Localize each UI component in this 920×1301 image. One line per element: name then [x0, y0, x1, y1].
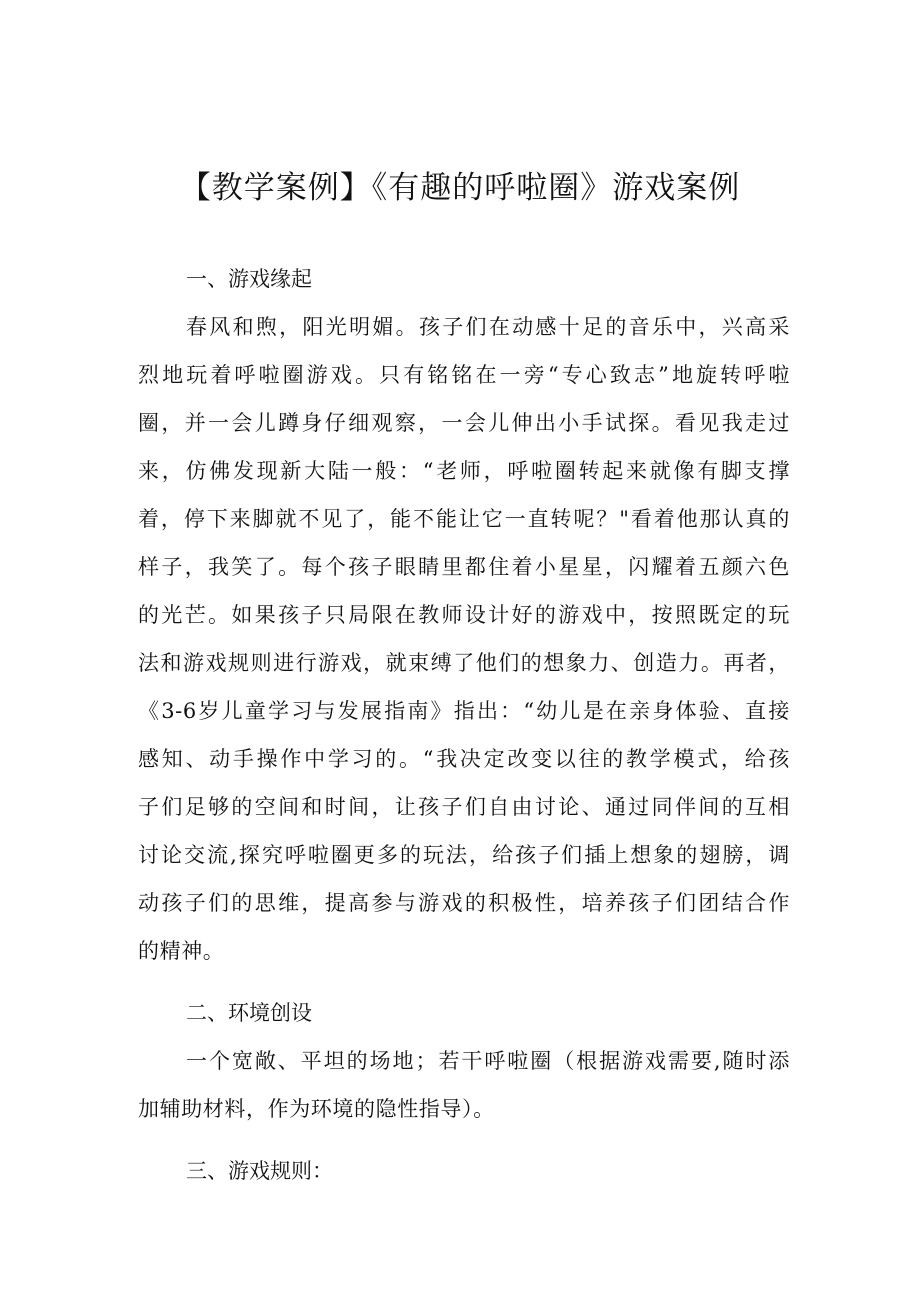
paragraph-environment	[138, 1044, 790, 1140]
paragraph-line: 来，仿佛发现新大陆一般：“老师，呼啦圈转起来就像有脚支撑	[138, 459, 790, 483]
paragraph-line: 烈地玩着呼啦圈游戏。只有铭铭在一旁“专心致志”地旋转呼啦	[138, 363, 790, 387]
section-heading-environment: 二、环境创设	[186, 1001, 312, 1025]
paragraph-line: 的精神。	[138, 939, 225, 963]
paragraph-line: 加辅助材料，作为环境的隐性指导）。	[138, 1097, 495, 1121]
paragraph-line: 的光芒。如果孩子只局限在教师设计好的游戏中，按照既定的玩	[138, 603, 790, 627]
paragraph-line: 春风和煦，阳光明媚。孩子们在动感十足的音乐中，兴高采	[186, 315, 790, 339]
document-body	[138, 262, 790, 1202]
document-title: 【教学案例】《有趣的呼啦圈》游戏案例	[179, 170, 741, 206]
paragraph-line: 圈，并一会儿蹲身仔细观察，一会儿伸出小手试探。看见我走过	[138, 411, 790, 435]
paragraph-line: 样子，我笑了。每个孩子眼睛里都住着小星星，闪耀着五颜六色	[138, 555, 790, 579]
paragraph-line: 《3-6岁儿童学习与发展指南》指出：“幼儿是在亲身体验、直接	[138, 699, 790, 723]
paragraph-line: 讨论交流,探究呼啦圈更多的玩法，给孩子们插上想象的翅膀，调	[138, 843, 790, 867]
paragraph-line: 着，停下来脚就不见了，能不能让它一直转呢？"看着他那认真的	[138, 507, 790, 531]
paragraph-line: 法和游戏规则进行游戏，就束缚了他们的想象力、创造力。再者，	[138, 651, 790, 675]
paragraph-line: 动孩子们的思维，提高参与游戏的积极性，培养孩子们团结合作	[138, 891, 790, 915]
section-heading-origin: 一、游戏缘起	[186, 267, 312, 291]
paragraph-line: 感知、动手操作中学习的。“我决定改变以往的教学模式，给孩	[138, 747, 790, 771]
paragraph-line: 子们足够的空间和时间，让孩子们自由讨论、通过同伴间的互相	[138, 795, 790, 819]
section-heading-rules: 三、游戏规则：	[186, 1159, 333, 1183]
paragraph-origin	[138, 310, 790, 982]
paragraph-line: 一个宽敞、平坦的场地；若干呼啦圈（根据游戏需要,随时添	[186, 1049, 790, 1073]
